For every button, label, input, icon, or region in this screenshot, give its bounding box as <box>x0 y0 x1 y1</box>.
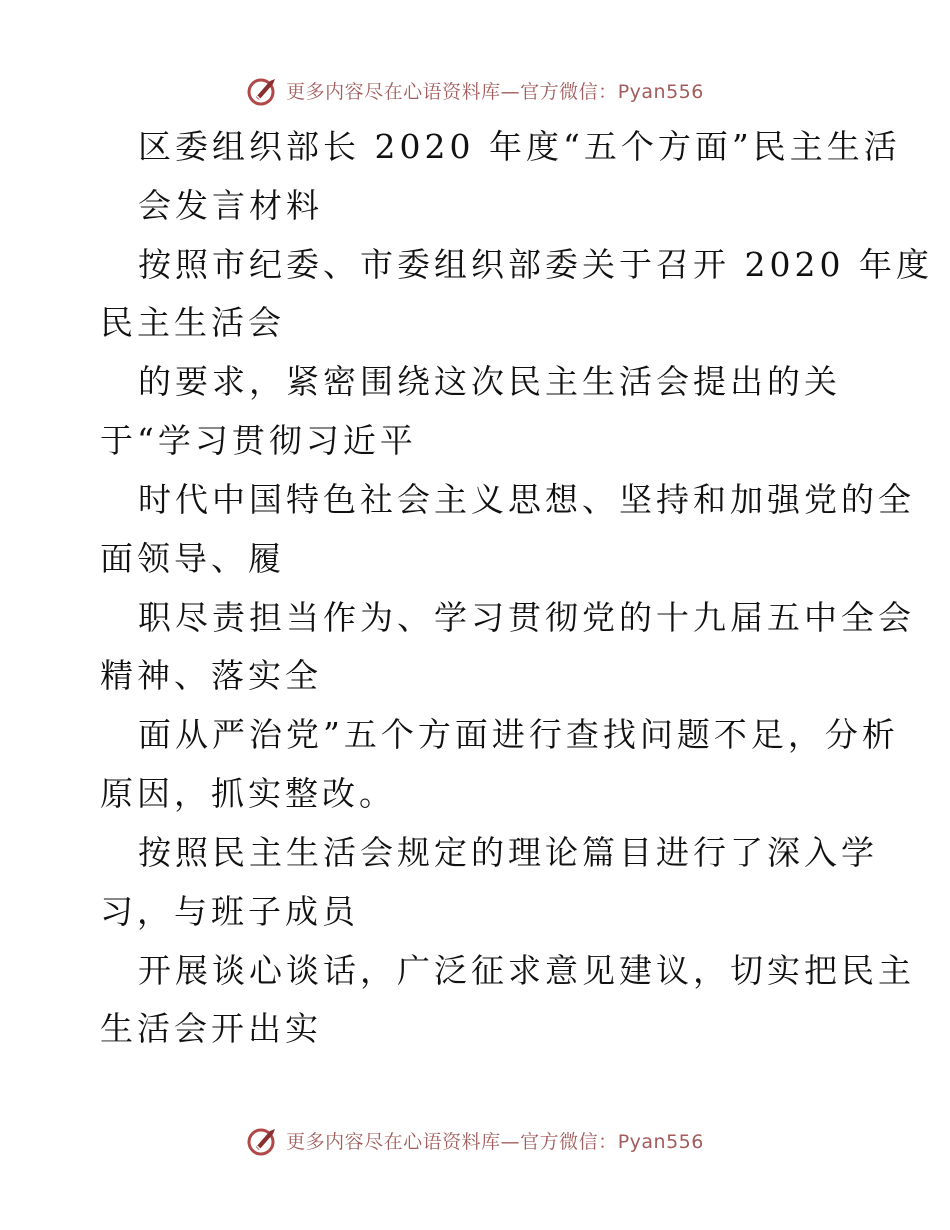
document-title-line-2: 会发言材料 <box>138 186 323 225</box>
banner-text: 更多内容尽在心语资料库—官方微信：Pyan556 <box>286 1130 704 1153</box>
footer-watermark-banner <box>0 1122 950 1158</box>
paragraph-line: 职尽责担当作为、学习贯彻党的十九届五中全会 <box>138 598 915 637</box>
paragraph-line: 面从严治党”五个方面进行查找问题不足，分析 <box>138 715 899 754</box>
document-title-line-1: 区委组织部长 2020 年度“五个方面”民主生活 <box>138 127 901 166</box>
paragraph-line: 习，与班子成员 <box>100 892 359 931</box>
paragraph-line: 按照民主生活会规定的理论篇目进行了深入学 <box>138 833 878 872</box>
header-watermark-banner <box>0 72 950 108</box>
pen-nib-circle-icon <box>246 1123 280 1157</box>
paragraph-line: 于“学习贯彻习近平 <box>100 421 417 460</box>
paragraph-line: 的要求，紧密围绕这次民主生活会提出的关 <box>138 362 841 401</box>
paragraph-line: 按照市纪委、市委组织部委关于召开 2020 年度 <box>138 245 933 284</box>
banner-text: 更多内容尽在心语资料库—官方微信：Pyan556 <box>286 80 704 103</box>
paragraph-line: 精神、落实全 <box>100 656 322 695</box>
paragraph-line: 开展谈心谈话，广泛征求意见建议，切实把民主 <box>138 951 915 990</box>
paragraph-line: 民主生活会 <box>100 303 285 342</box>
paragraph-line: 生活会开出实 <box>100 1009 322 1048</box>
pen-nib-circle-icon <box>246 73 280 107</box>
paragraph-line: 时代中国特色社会主义思想、坚持和加强党的全 <box>138 480 915 519</box>
paragraph-line: 原因，抓实整改。 <box>100 774 396 813</box>
paragraph-line: 面领导、履 <box>100 539 285 578</box>
